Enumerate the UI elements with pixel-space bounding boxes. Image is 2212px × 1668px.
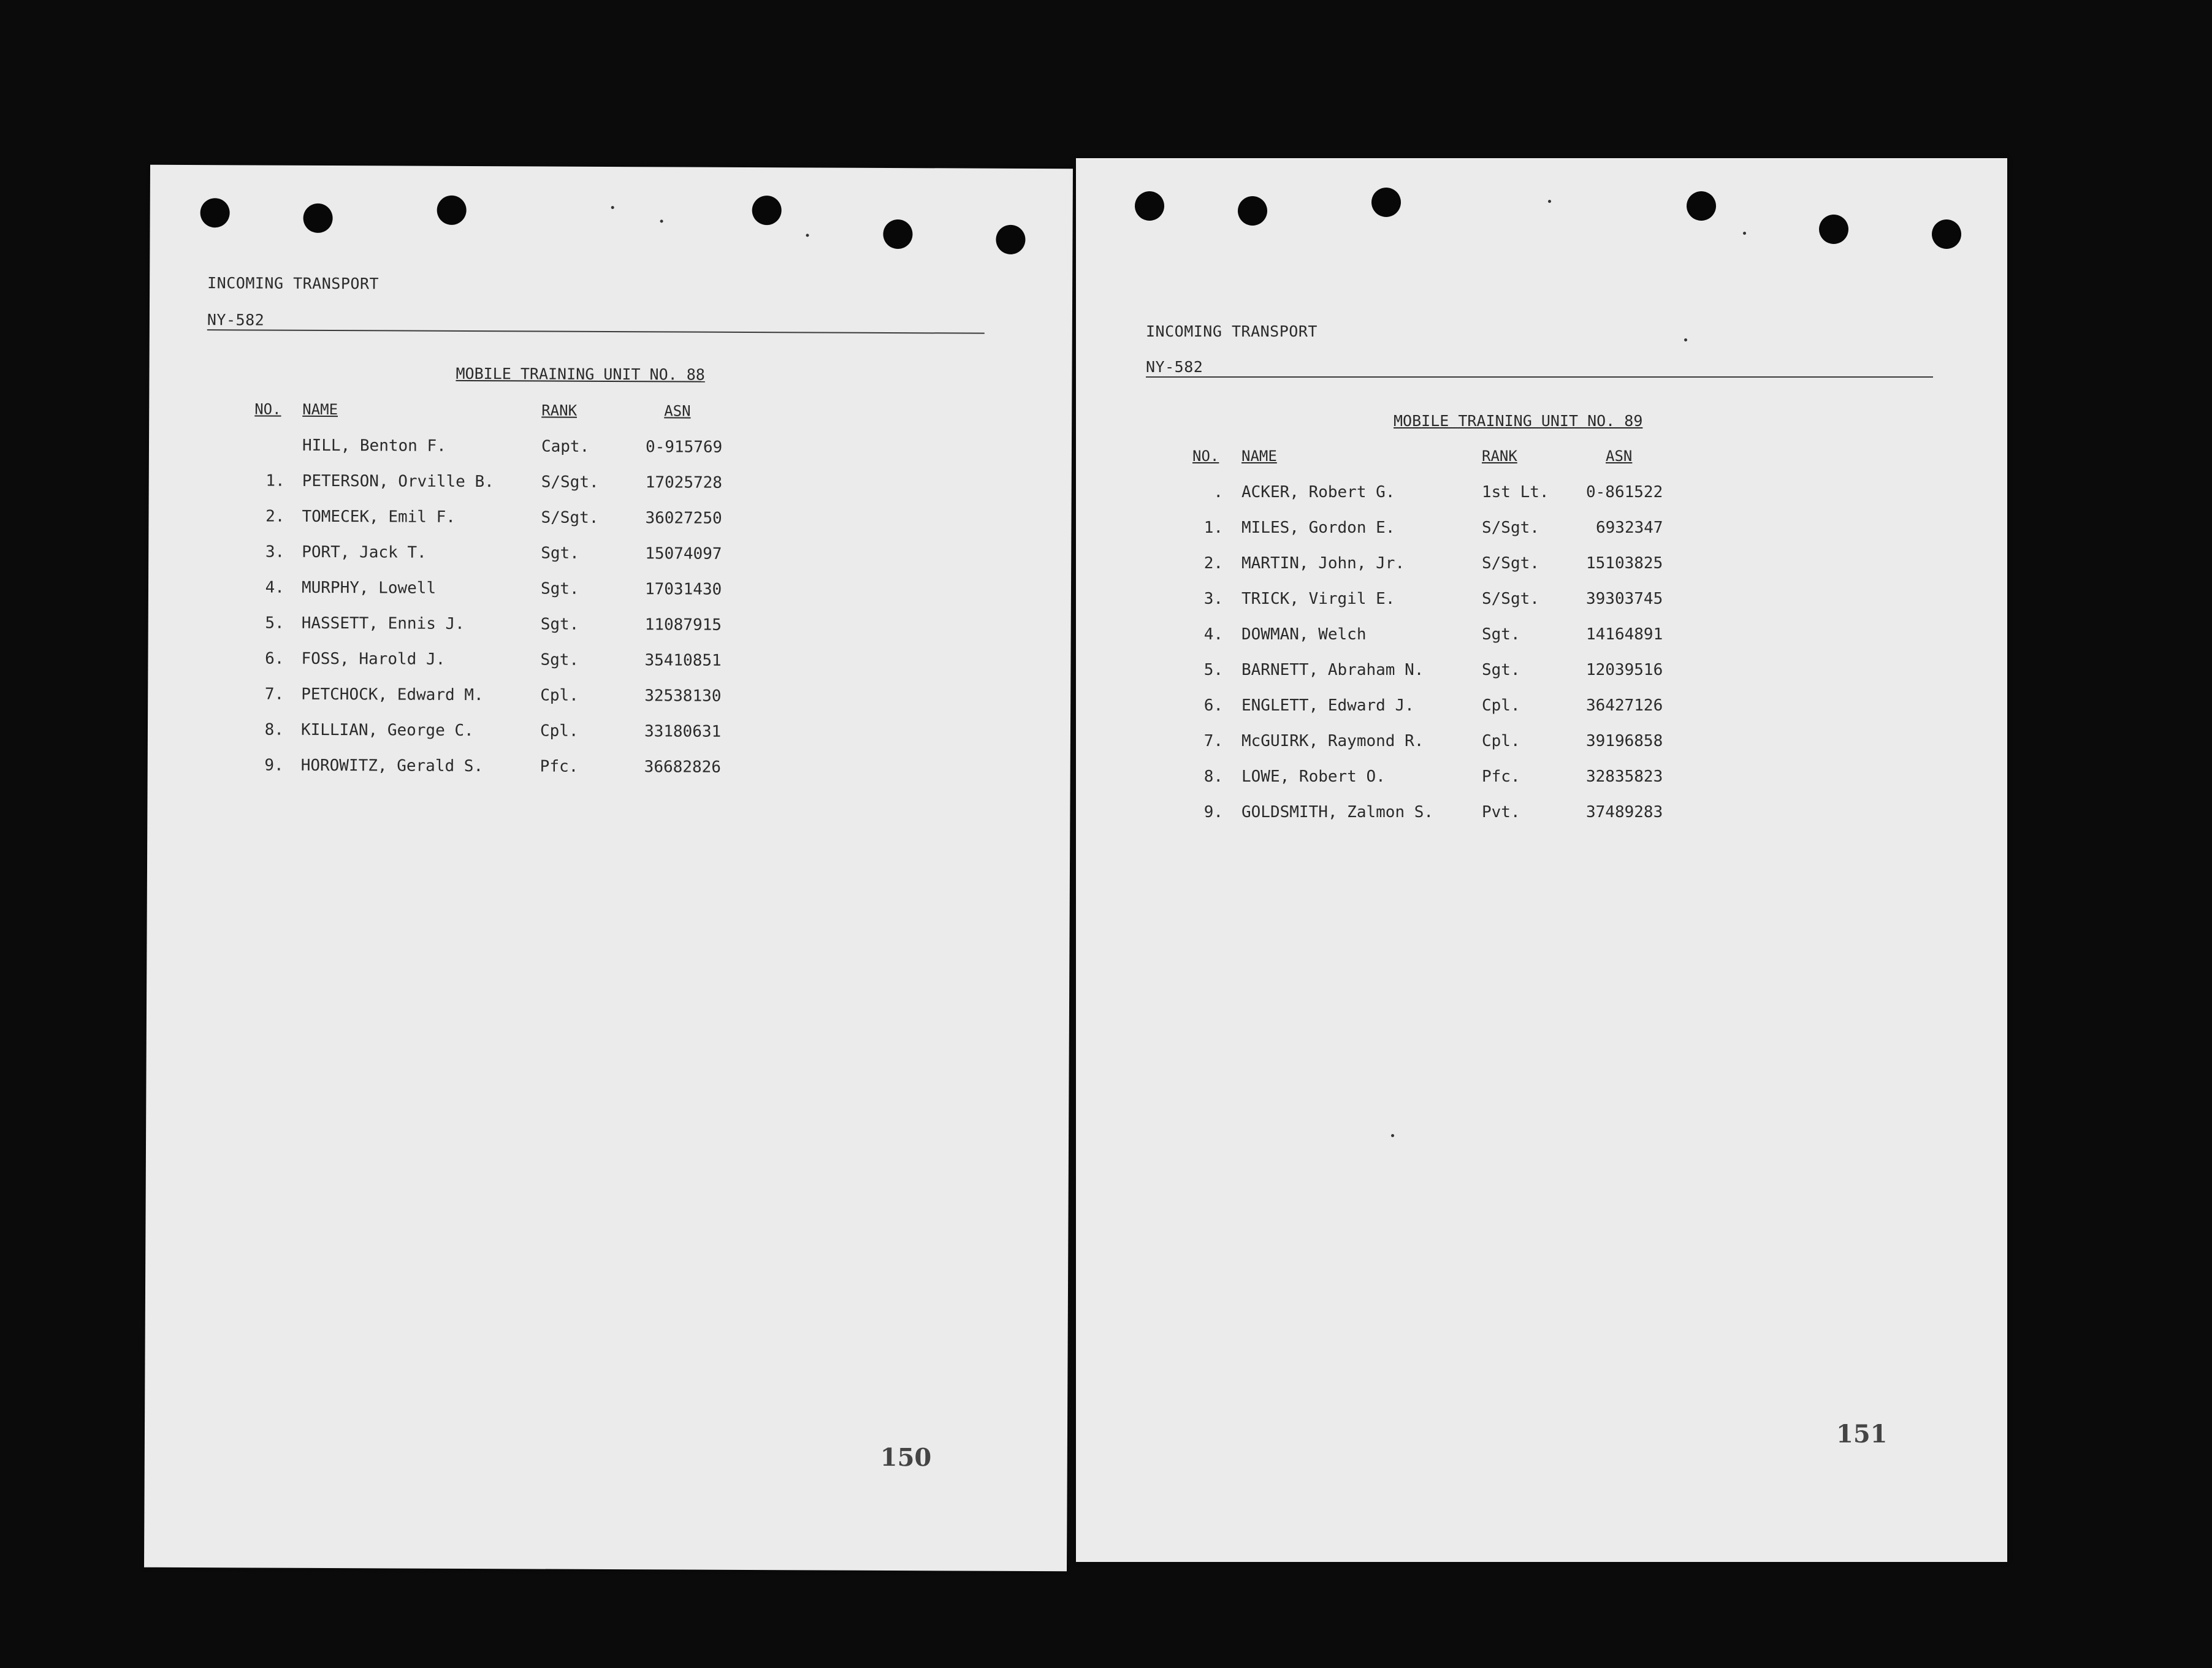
roster-asn: 39196858 (1586, 732, 1663, 750)
roster-name: TRICK, Virgil E. (1241, 590, 1395, 608)
roster-no: 8. (1203, 767, 1223, 786)
roster-rank: Sgt. (1482, 625, 1520, 644)
roster-asn: 17031430 (644, 580, 722, 599)
roster-name: KILLIAN, George C. (300, 720, 474, 741)
roster-asn: 36027250 (645, 509, 722, 528)
roster-asn: 0-861522 (1586, 483, 1663, 501)
roster-no: 5. (1203, 661, 1223, 679)
roster-no: 1. (1203, 519, 1223, 537)
roster-no: 4. (265, 578, 285, 597)
roster-asn: 35410851 (644, 651, 722, 670)
punch-hole (200, 198, 230, 227)
punch-hole (752, 196, 782, 225)
roster-no: 7. (1203, 732, 1223, 750)
punch-hole (1135, 191, 1164, 221)
document-page-right (1076, 158, 2007, 1562)
unit-title: MOBILE TRAINING UNIT NO. 88 (456, 364, 705, 384)
roster-no: 6. (1203, 696, 1223, 715)
roster-name: MURPHY, Lowell (301, 578, 437, 598)
roster-asn: 15074097 (645, 544, 722, 563)
roster-rank: S/Sgt. (1482, 519, 1539, 537)
roster-no: 8. (264, 720, 284, 739)
header-rule (207, 329, 985, 334)
column-header-no: NO. (1192, 447, 1219, 465)
roster-rank: 1st Lt. (1482, 483, 1549, 501)
roster-asn: 32538130 (644, 687, 722, 706)
roster-rank: S/Sgt. (541, 473, 599, 492)
roster-rank: S/Sgt. (1482, 554, 1539, 573)
punch-hole (1687, 191, 1716, 221)
paper-speck (1391, 1134, 1394, 1137)
roster-name: MILES, Gordon E. (1241, 519, 1395, 537)
roster-rank: Cpl. (540, 722, 579, 741)
roster-asn: 15103825 (1586, 554, 1663, 573)
punch-hole (883, 219, 912, 249)
column-header-asn: ASN (1606, 447, 1633, 465)
page-number: 151 (1836, 1420, 1888, 1449)
punch-hole (1932, 219, 1961, 249)
roster-name: ENGLETT, Edward J. (1241, 696, 1414, 715)
roster-rank: Capt. (541, 437, 590, 456)
transport-number: NY-582 (207, 311, 265, 329)
roster-name: LOWE, Robert O. (1241, 767, 1386, 786)
roster-name: ACKER, Robert G. (1241, 483, 1395, 501)
roster-no: 2. (1203, 554, 1223, 573)
roster-rank: Pfc. (540, 757, 579, 776)
roster-no: 6. (265, 649, 284, 668)
paper-speck (1684, 338, 1687, 341)
roster-no: 9. (1203, 803, 1223, 821)
roster-asn: 17025728 (645, 473, 723, 492)
roster-name: DOWMAN, Welch (1241, 625, 1367, 644)
punch-hole (1819, 215, 1848, 244)
roster-no: . (1213, 483, 1223, 501)
roster-no: 4. (1203, 625, 1223, 644)
column-header-asn: ASN (664, 402, 691, 420)
roster-name: TOMECEK, Emil F. (302, 507, 456, 527)
paper-speck (806, 234, 809, 237)
roster-asn: 36682826 (644, 758, 722, 777)
roster-asn: 0-915769 (645, 438, 723, 457)
roster-asn: 14164891 (1586, 625, 1663, 644)
roster-asn: 37489283 (1586, 803, 1663, 821)
roster-name: FOSS, Harold J. (301, 649, 446, 669)
roster-no: 3. (1203, 590, 1223, 608)
paper-speck (660, 219, 663, 223)
roster-rank: S/Sgt. (541, 508, 599, 527)
punch-hole (437, 196, 467, 225)
roster-no: 3. (265, 543, 285, 562)
roster-name: HOROWITZ, Gerald S. (300, 756, 484, 776)
roster-asn: 11087915 (644, 615, 722, 634)
roster-no: 9. (264, 756, 284, 775)
roster-name: PETERSON, Orville B. (302, 471, 494, 492)
roster-name: GOLDSMITH, Zalmon S. (1241, 803, 1434, 821)
roster-rank: S/Sgt. (1482, 590, 1539, 608)
roster-rank: Sgt. (540, 615, 579, 634)
roster-rank: Sgt. (540, 650, 579, 669)
roster-rank: Sgt. (540, 579, 579, 598)
roster-asn: 6932347 (1596, 519, 1663, 537)
roster-asn: 32835823 (1586, 767, 1663, 786)
roster-rank: Cpl. (1482, 732, 1520, 750)
paper-speck (1743, 232, 1746, 235)
header-rule (1146, 376, 1933, 378)
punch-hole (1238, 196, 1267, 226)
roster-asn: 36427126 (1586, 696, 1663, 715)
document-header: INCOMING TRANSPORT (1146, 322, 1318, 340)
roster-no: 7. (264, 685, 284, 704)
roster-name: MARTIN, John, Jr. (1241, 554, 1405, 573)
roster-name: PORT, Jack T. (302, 543, 427, 562)
document-page-left (144, 165, 1073, 1572)
roster-rank: Cpl. (540, 686, 579, 705)
column-header-name: NAME (302, 400, 338, 419)
roster-name: HILL, Benton F. (302, 436, 446, 455)
roster-rank: Sgt. (541, 544, 579, 563)
unit-title: MOBILE TRAINING UNIT NO. 89 (1394, 412, 1643, 430)
roster-rank: Cpl. (1482, 696, 1520, 715)
paper-speck (611, 206, 614, 209)
roster-rank: Pfc. (1482, 767, 1520, 786)
roster-no: 5. (265, 614, 284, 633)
roster-asn: 12039516 (1586, 661, 1663, 679)
column-header-no: NO. (254, 400, 281, 418)
roster-asn: 39303745 (1586, 590, 1663, 608)
roster-asn: 33180631 (644, 722, 722, 741)
document-header: INCOMING TRANSPORT (207, 274, 379, 293)
roster-no: 2. (265, 507, 285, 526)
column-header-rank: RANK (541, 402, 578, 419)
punch-hole (1371, 188, 1401, 217)
roster-name: BARNETT, Abraham N. (1241, 661, 1424, 679)
roster-rank: Pvt. (1482, 803, 1520, 821)
transport-number: NY-582 (1146, 358, 1203, 376)
roster-name: PETCHOCK, Edward M. (301, 685, 484, 705)
punch-hole (303, 204, 333, 233)
roster-name: HASSETT, Ennis J. (301, 614, 465, 633)
page-number: 150 (880, 1442, 932, 1472)
roster-no: 1. (265, 471, 285, 490)
column-header-name: NAME (1241, 447, 1277, 465)
punch-hole (996, 225, 1025, 254)
paper-speck (1548, 200, 1551, 203)
roster-name: McGUIRK, Raymond R. (1241, 732, 1424, 750)
roster-rank: Sgt. (1482, 661, 1520, 679)
column-header-rank: RANK (1482, 447, 1517, 465)
